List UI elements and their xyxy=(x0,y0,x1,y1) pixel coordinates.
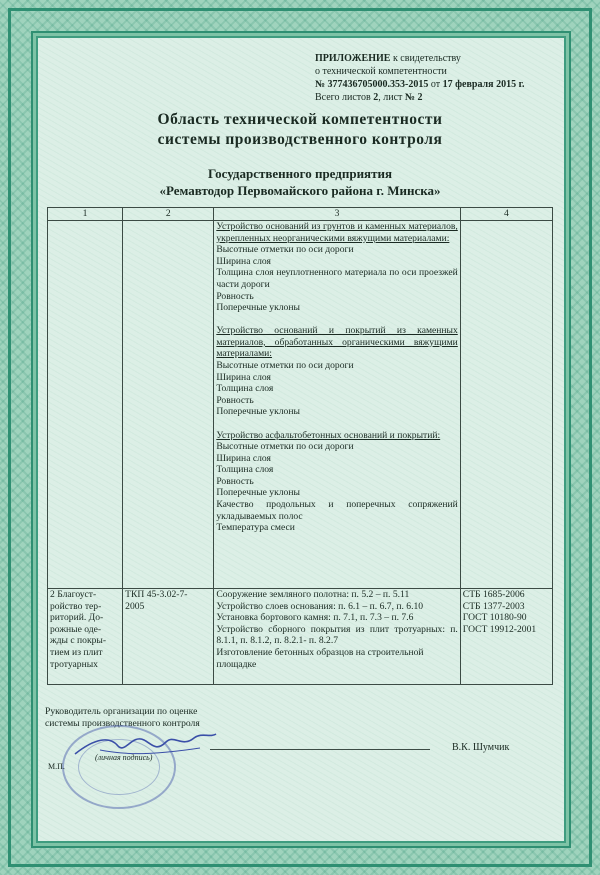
document-title: Область технической компетентности системы производственного контроля xyxy=(157,111,443,148)
sheet-number: № 2 xyxy=(404,92,423,103)
method-standards-cell: СТБ 1685-2006 СТБ 1377-2003 ГОСТ 10180-90 ГОСТ 19912-2001 xyxy=(460,589,552,685)
certificate-date: 17 февраля 2015 г. xyxy=(442,79,525,90)
parameters-cell xyxy=(214,221,460,589)
column-header: 3 xyxy=(214,208,460,221)
work-block: Устройство оснований и покрытий из каменных материалов, обработанных органическими вяжущими материалами: Высотные отметки по оси дороги Ширина слоя Толщина слоя Ровность Поперечные уклоны xyxy=(216,325,458,418)
standard-cell: ТКП 45-3.02-7- 2005 xyxy=(123,589,214,685)
work-block: Устройство асфальтобетонных оснований и покрытий: Высотные отметки по оси дороги Ширина слоя Толщина слоя Ровность Поперечные уклоны Качество продольных и поперечных сопряжений укладываемых полос Температура смеси xyxy=(216,429,458,534)
competence-table xyxy=(47,207,553,685)
table-row xyxy=(48,589,553,685)
organization-name: Государственного предприятия «Ремавтодор Первомайского района г. Минска» xyxy=(159,166,441,198)
signature-caption: (личная подпись) xyxy=(95,753,153,762)
appendix-header: ПРИЛОЖЕНИЕ к свидетельству о технической компетентности № 377436705000.353-2015 от 17 февраля 2015 г. Всего листов 2, лист № 2 xyxy=(315,53,525,103)
signatory-title: Руководитель организации по оценке системы производственного контроля xyxy=(45,706,200,729)
object-cell: 2 Благоуст- ройство тер- риторий. До- рожные оде- жды с покры- тием из плит тротуарных xyxy=(48,589,123,685)
appendix-label: ПРИЛОЖЕНИЕ xyxy=(315,53,391,64)
certificate-number: № 377436705000.353-2015 xyxy=(315,79,429,90)
column-header: 1 xyxy=(48,208,123,221)
work-block: Устройство оснований из грунтов и каменных материалов, укрепленных неорганическими вяжущими материалами: Высотные отметки по оси дороги Ширина слоя Толщина слоя неуплотненного материала по оси проезжей части дороги Ровность Поперечные уклоны xyxy=(216,221,458,314)
table-row xyxy=(48,221,553,589)
column-header: 4 xyxy=(460,208,552,221)
column-header: 2 xyxy=(123,208,214,221)
table-header-row xyxy=(48,208,553,221)
requirements-cell: Сооружение земляного полотна: п. 5.2 – п. 5.11 Устройство слоев основания: п. 6.1 – п. 6.7, п. 6.10 Установка бортового камня: п. 7.1, п. 7.3 – п. 7.6 Устройство сборного покрытия из плит тротуарных: п. 8.1.1, п. 8.1.2, п. 8.2.1- п. 8.2.7 Изготовление бетонных образцов на строительной площадке xyxy=(214,589,460,685)
stamp-place-label: М.П. xyxy=(48,762,65,771)
signature-line xyxy=(210,749,430,750)
signatory-name: В.К. Шумчик xyxy=(452,742,510,753)
